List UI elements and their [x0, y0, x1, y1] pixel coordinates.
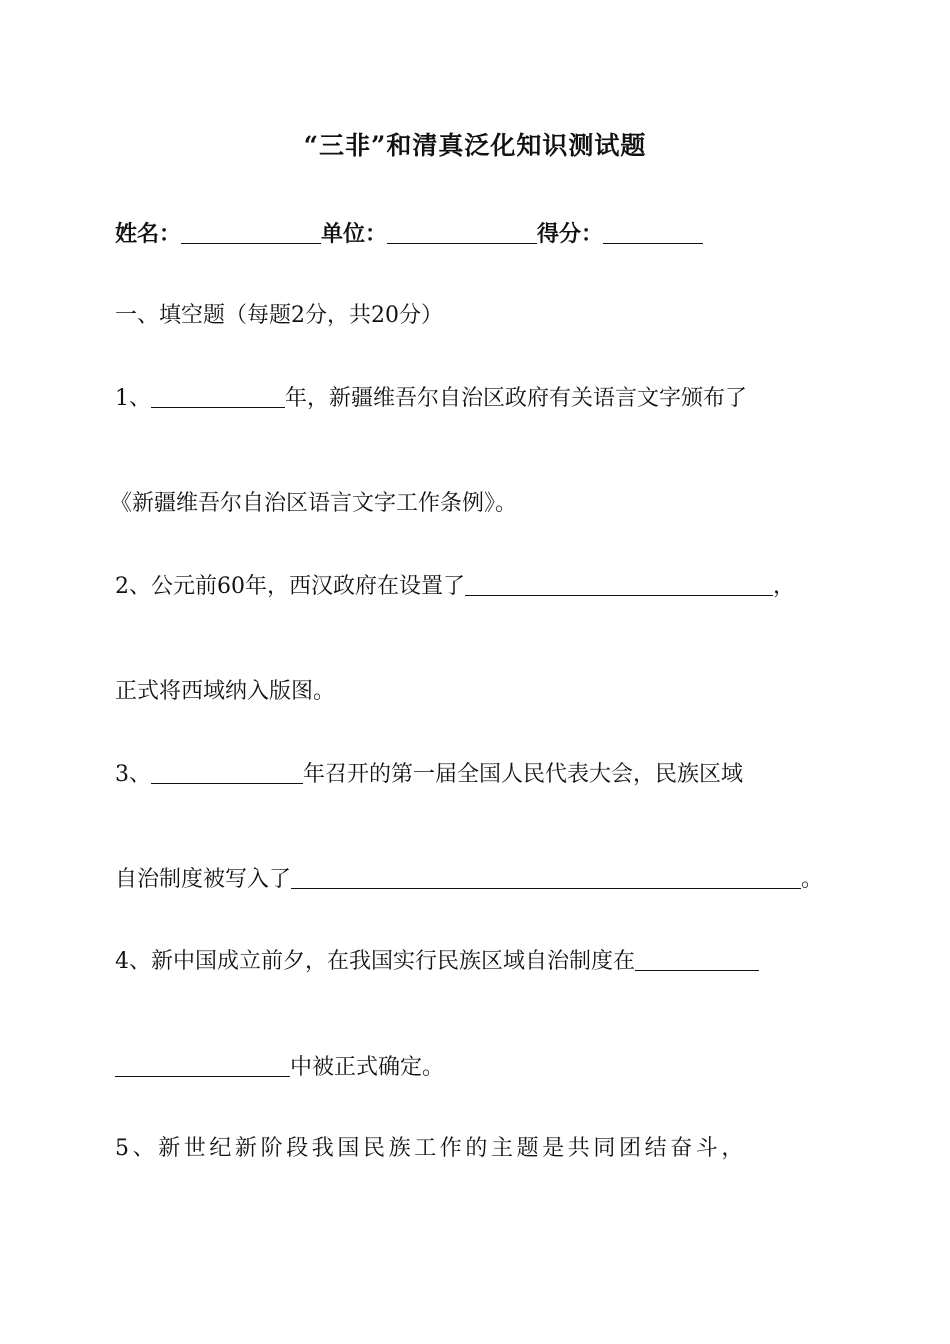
question-4-text-b: 中被正式确定。 — [290, 1055, 445, 1080]
question-2-blank[interactable] — [465, 571, 773, 596]
question-3-text-a: 年召开的第一届全国人民代表大会，民族区域 — [303, 762, 744, 787]
question-3-blank-2[interactable] — [291, 864, 801, 889]
unit-blank[interactable] — [387, 219, 537, 244]
question-4-blank-1[interactable] — [635, 946, 759, 971]
question-1-line-1 — [115, 383, 747, 414]
question-1-blank[interactable] — [151, 383, 285, 408]
question-3-line-2 — [115, 864, 823, 895]
question-3-text-end: 。 — [801, 867, 824, 892]
question-3-number: 3、 — [115, 762, 151, 787]
section-heading: 一、填空题（每题2分，共20分） — [115, 303, 443, 328]
question-2-text-end: ， — [773, 574, 796, 599]
question-1-number: 1、 — [115, 386, 151, 411]
question-5-line-1: 5、新世纪新阶段我国民族工作的主题是共同团结奋斗， — [115, 1136, 747, 1161]
score-blank[interactable] — [603, 219, 703, 244]
question-2-line-2: 正式将西域纳入版图。 — [115, 679, 336, 704]
score-label: 得分： — [537, 221, 604, 247]
question-4-line-1 — [115, 946, 759, 977]
question-4-text-a: 4、新中国成立前夕，在我国实行民族区域自治制度在 — [115, 949, 635, 974]
page-title: “三非”和清真泛化知识测试题 — [303, 131, 647, 160]
question-3-text-b: 自治制度被写入了 — [115, 867, 292, 892]
name-label: 姓名： — [115, 221, 182, 247]
question-2-line-1 — [115, 571, 795, 602]
question-4-blank-2[interactable] — [115, 1052, 290, 1077]
question-4-line-2 — [115, 1052, 444, 1083]
question-2-text-a: 2、公元前60年，西汉政府在设置了 — [115, 574, 465, 599]
unit-label: 单位： — [321, 221, 388, 247]
question-3-blank-1[interactable] — [151, 759, 303, 784]
question-1-line-2: 《新疆维吾尔自治区语言文字工作条例》。 — [110, 491, 518, 516]
question-1-text-a: 年，新疆维吾尔自治区政府有关语言文字颁布了 — [285, 386, 748, 411]
info-row — [115, 219, 703, 249]
question-3-line-1 — [115, 759, 743, 790]
name-blank[interactable] — [181, 219, 321, 244]
